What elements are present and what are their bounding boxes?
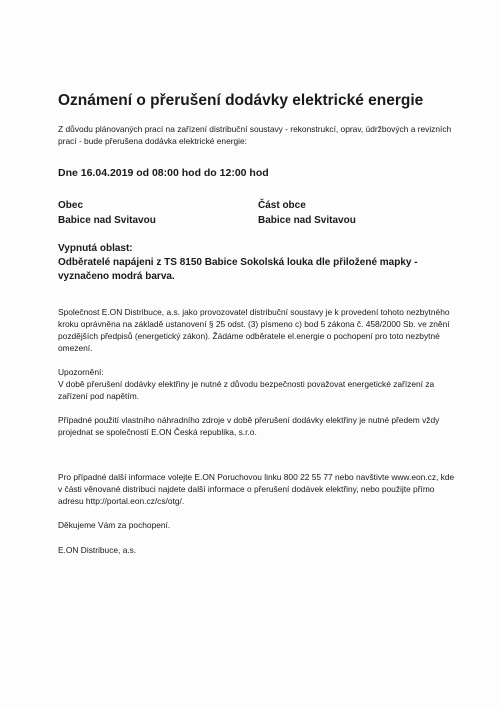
notice-content (58, 92, 458, 556)
info-paragraph: Pro případné další informace volejte E.ON Poruchovou linku 800 22 55 77 nebo navštivte www.eon.cz, kde v části věnované distribuci najdete další informace o přerušení dodávek elektřiny, nebo použijte přímo adresu http://portal.eon.cz/cs/otg/. (58, 472, 455, 506)
notice-title: Oznámení o přerušení dodávky elektrické energie (58, 92, 424, 109)
warning-label: Upozornění: (58, 367, 104, 377)
generator-paragraph: Případné použití vlastního náhradního zdroje v době přerušení dodávky elektřiny je nutné předem vždy projednat se společností E.ON Česká republika, s.r.o. (58, 415, 440, 437)
outage-area-label: Vypnutá oblast: (58, 243, 133, 254)
district-column (258, 198, 458, 228)
signature-line: E.ON Distribuce, a.s. (58, 545, 137, 555)
warning-text: V době přerušení dodávky elektřiny je nutné z důvodu bezpečnosti považovat energetické zařízení za zařízení pod napětím. (58, 379, 435, 401)
outage-date: Dne 16.04.2019 od 08:00 hod do 12:00 hod (58, 167, 269, 179)
district-label: Část obce (258, 200, 306, 211)
legal-paragraph: Společnost E.ON Distribuce, a.s. jako provozovatel distribuční soustavy je k provedení tohoto nezbytného kroku oprávněna na základě ustanovení § 25 odst. (3) písmeno c) bod 5 zákona č. 458/2000 Sb. ve znění pozdějších předpisů (energetický zákon). Žádáme odběratele el.energie o pochopení pro toto nezbytné omezení. (58, 307, 450, 353)
thanks-line: Děkujeme Vám za pochopení. (58, 520, 171, 530)
outage-area-text: Odběratelé napájeni z TS 8150 Babice Sokolská louka dle přiložené mapky - vyznačeno modrá barva. (58, 257, 418, 282)
district-value: Babice nad Svitavou (258, 215, 356, 226)
municipality-column (58, 198, 258, 228)
warning-block (58, 366, 458, 402)
municipality-label: Obec (58, 200, 84, 211)
municipality-value: Babice nad Svitavou (58, 215, 156, 226)
outage-area (58, 242, 458, 284)
intro-paragraph: Z důvodu plánovaných prací na zařízení distribuční soustavy - rekonstrukcí, oprav, údržbových a revizních prací - bude přerušena dodávka elektrické energie: (58, 124, 452, 146)
location-block (58, 198, 458, 228)
